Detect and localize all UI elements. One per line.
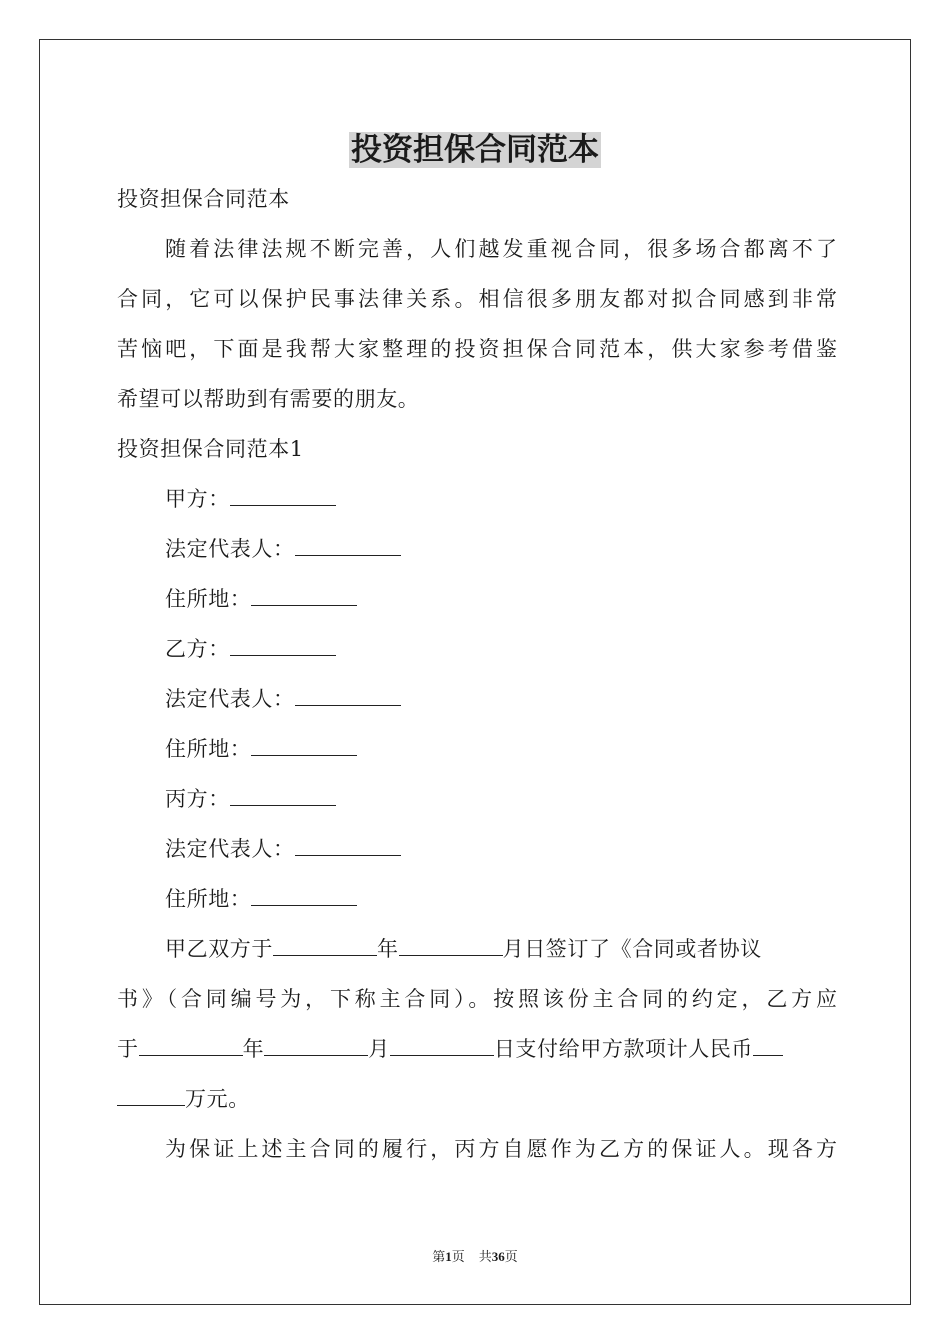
- party-a-rep-label: 法定代表人：: [165, 537, 295, 561]
- clause-1-text-c: 月日签订了《合同或者协议: [502, 937, 762, 961]
- intro-line-4: 希望可以帮助到有需要的朋友。: [117, 387, 420, 411]
- clause-1-line-3: [117, 1034, 837, 1064]
- party-c-address-line: [165, 884, 837, 914]
- clause-1-text-d: 于: [117, 1037, 139, 1061]
- party-b-address-blank[interactable]: [251, 735, 357, 756]
- intro-line-1: 随着法律法规不断完善，人们越发重视合同，很多场合都离不了: [165, 237, 837, 261]
- payment-day-blank[interactable]: [390, 1035, 494, 1056]
- party-c-line: [165, 784, 837, 814]
- intro-line-3: 苦恼吧，下面是我帮大家整理的投资担保合同范本，供大家参考借鉴: [117, 337, 837, 361]
- clause-1-text-g: 日支付给甲方款项计人民币: [493, 1037, 754, 1061]
- party-a-address-blank[interactable]: [251, 585, 357, 606]
- clause-1-text-h: 万元。: [185, 1087, 250, 1111]
- document-title: [0, 126, 950, 174]
- amount-blank-start[interactable]: [753, 1035, 783, 1056]
- party-a-rep-blank[interactable]: [295, 535, 401, 556]
- party-a-blank[interactable]: [230, 485, 336, 506]
- payment-month-blank[interactable]: [264, 1035, 368, 1056]
- party-b-address-label: 住所地：: [165, 737, 252, 761]
- party-c-blank[interactable]: [230, 785, 336, 806]
- clause-1-line-4: [117, 1084, 837, 1114]
- clause-1-text-f: 月: [368, 1037, 390, 1061]
- party-c-label: 丙方：: [165, 787, 230, 811]
- party-b-rep-blank[interactable]: [295, 685, 401, 706]
- amount-blank-end[interactable]: [117, 1085, 185, 1106]
- payment-year-blank[interactable]: [139, 1035, 243, 1056]
- section-heading: 投资担保合同范本1: [117, 437, 304, 461]
- clause-1-line-1: [165, 934, 837, 964]
- party-a-rep-line: [165, 534, 837, 564]
- signing-month-blank[interactable]: [399, 935, 503, 956]
- party-c-rep-label: 法定代表人：: [165, 837, 295, 861]
- clause-1-line-2: 书》（合同编号为，下称主合同）。按照该份主合同的约定，乙方应: [117, 987, 837, 1011]
- footer-page-number: 1: [445, 1249, 452, 1264]
- footer-page-prefix: 第: [432, 1249, 446, 1264]
- party-b-label: 乙方：: [165, 637, 230, 661]
- signing-year-blank[interactable]: [273, 935, 377, 956]
- party-b-rep-label: 法定代表人：: [165, 687, 295, 711]
- party-a-line: [165, 484, 837, 514]
- party-c-address-blank[interactable]: [251, 885, 357, 906]
- party-c-address-label: 住所地：: [165, 887, 252, 911]
- party-a-address-label: 住所地：: [165, 587, 252, 611]
- document-title-text: 投资担保合同范本: [351, 132, 599, 168]
- page-border: [39, 39, 911, 1305]
- party-c-rep-line: [165, 834, 837, 864]
- party-b-blank[interactable]: [230, 635, 336, 656]
- footer-page-mid: 页: [451, 1249, 465, 1264]
- party-a-address-line: [165, 584, 837, 614]
- intro-line-2: 合同，它可以保护民事法律关系。相信很多朋友都对拟合同感到非常: [117, 287, 837, 311]
- clause-1-text-b: 年: [377, 937, 399, 961]
- footer-total-pages: 36: [491, 1249, 505, 1264]
- party-b-line: [165, 634, 837, 664]
- party-b-rep-line: [165, 684, 837, 714]
- footer-total-suffix: 页: [504, 1249, 518, 1264]
- clause-1-text-a: 甲乙双方于: [165, 937, 273, 961]
- document-subtitle: 投资担保合同范本: [117, 187, 290, 211]
- page-footer: [0, 1248, 950, 1266]
- footer-total-prefix: 共: [478, 1249, 492, 1264]
- clause-2-line-1: 为保证上述主合同的履行，丙方自愿作为乙方的保证人。现各方: [165, 1137, 837, 1161]
- party-c-rep-blank[interactable]: [295, 835, 401, 856]
- party-b-address-line: [165, 734, 837, 764]
- party-a-label: 甲方：: [165, 487, 230, 511]
- clause-1-text-e: 年: [242, 1037, 265, 1061]
